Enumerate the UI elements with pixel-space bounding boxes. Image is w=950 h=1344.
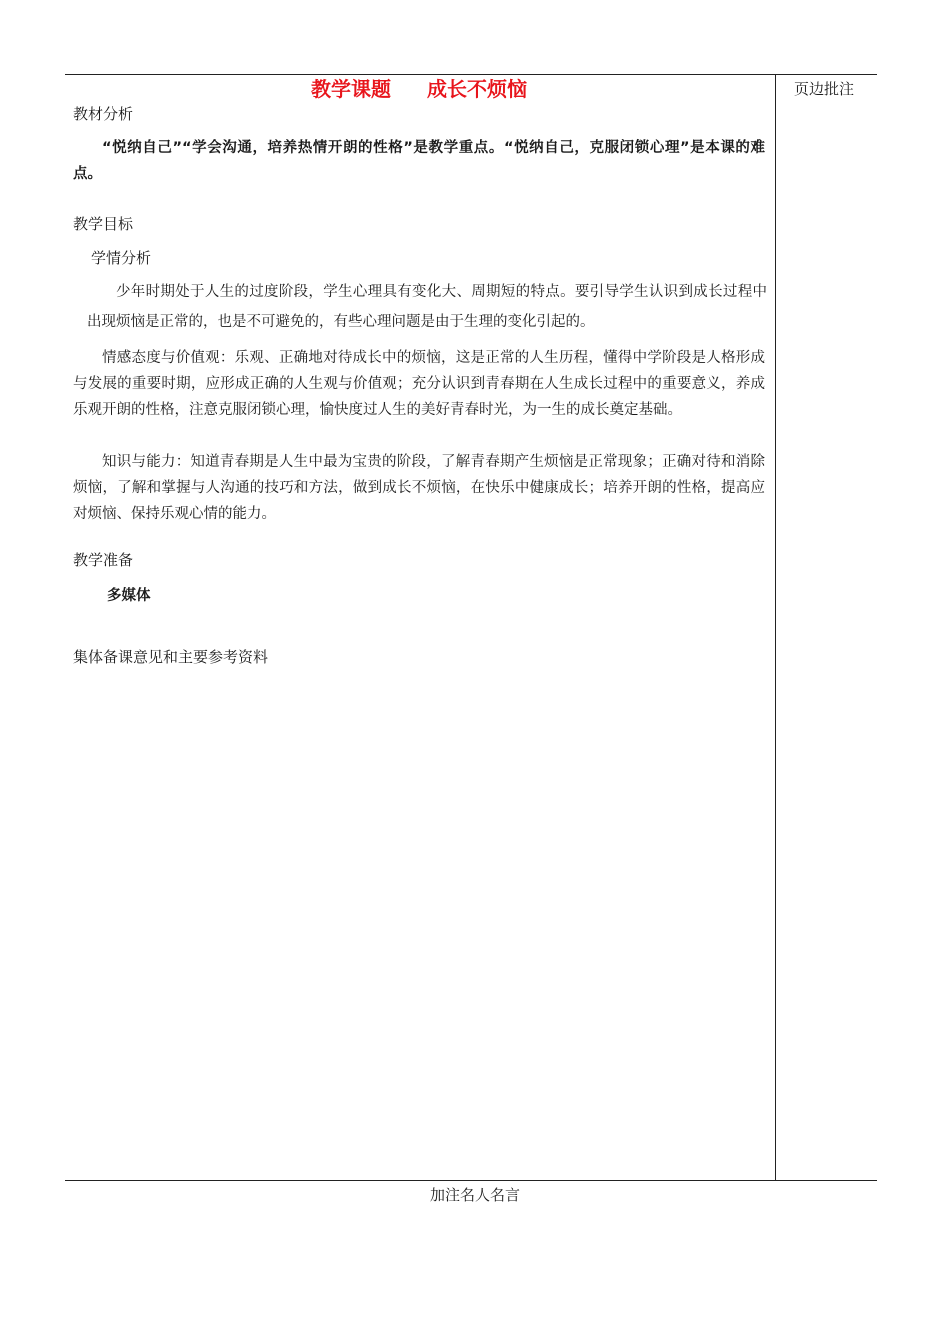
title-label: 教学课题 <box>311 77 391 101</box>
student-analysis-heading: 学情分析 <box>91 249 152 267</box>
lesson-plan-body <box>73 75 767 666</box>
lesson-title <box>73 75 765 103</box>
material-analysis-text: “悦纳自己”“学会沟通，培养热情开朗的性格”是教学重点。“悦纳自己，克服闭锁心理”是本课的难点。 <box>73 140 765 182</box>
student-analysis-text: 少年时期处于人生的过度阶段，学生心理具有变化大、周期短的特点。要引导学生认识到成长过程中出现烦恼是正常的，也是不可避免的，有些心理问题是由于生理的变化引起的。 <box>87 284 767 330</box>
title-topic: 成长不烦恼 <box>427 77 527 101</box>
footer-quote-label: 加注名人名言 <box>429 1186 520 1204</box>
margin-divider <box>775 74 776 1180</box>
emotion-values-goal: 情感态度与价值观：乐观、正确地对待成长中的烦恼，这是正常的人生历程，懂得中学阶段是人格形成与发展的重要时期，应形成正确的人生观与价值观；充分认识到青春期在人生成长过程中的重要意义，养成乐观开朗的性格，注意克服闭锁心理，愉快度过人生的美好青春时光，为一生的成长奠定基础。 <box>73 350 765 418</box>
teaching-preparation-heading: 教学准备 <box>73 551 134 569</box>
margin-notes-label: 页边批注 <box>794 80 855 98</box>
knowledge-ability-goal: 知识与能力：知道青春期是人生中最为宝贵的阶段，了解青春期产生烦恼是正常现象；正确对待和消除烦恼，了解和掌握与人沟通的技巧和方法，做到成长不烦恼，在快乐中健康成长；培养开朗的性格，提高应对烦恼、保持乐观心情的能力。 <box>73 454 765 522</box>
bottom-rule <box>65 1180 877 1181</box>
teaching-preparation-text: 多媒体 <box>107 588 151 604</box>
material-analysis-heading: 教材分析 <box>73 105 134 123</box>
teaching-goals-heading: 教学目标 <box>73 215 134 233</box>
collective-prep-heading: 集体备课意见和主要参考资料 <box>73 648 269 666</box>
